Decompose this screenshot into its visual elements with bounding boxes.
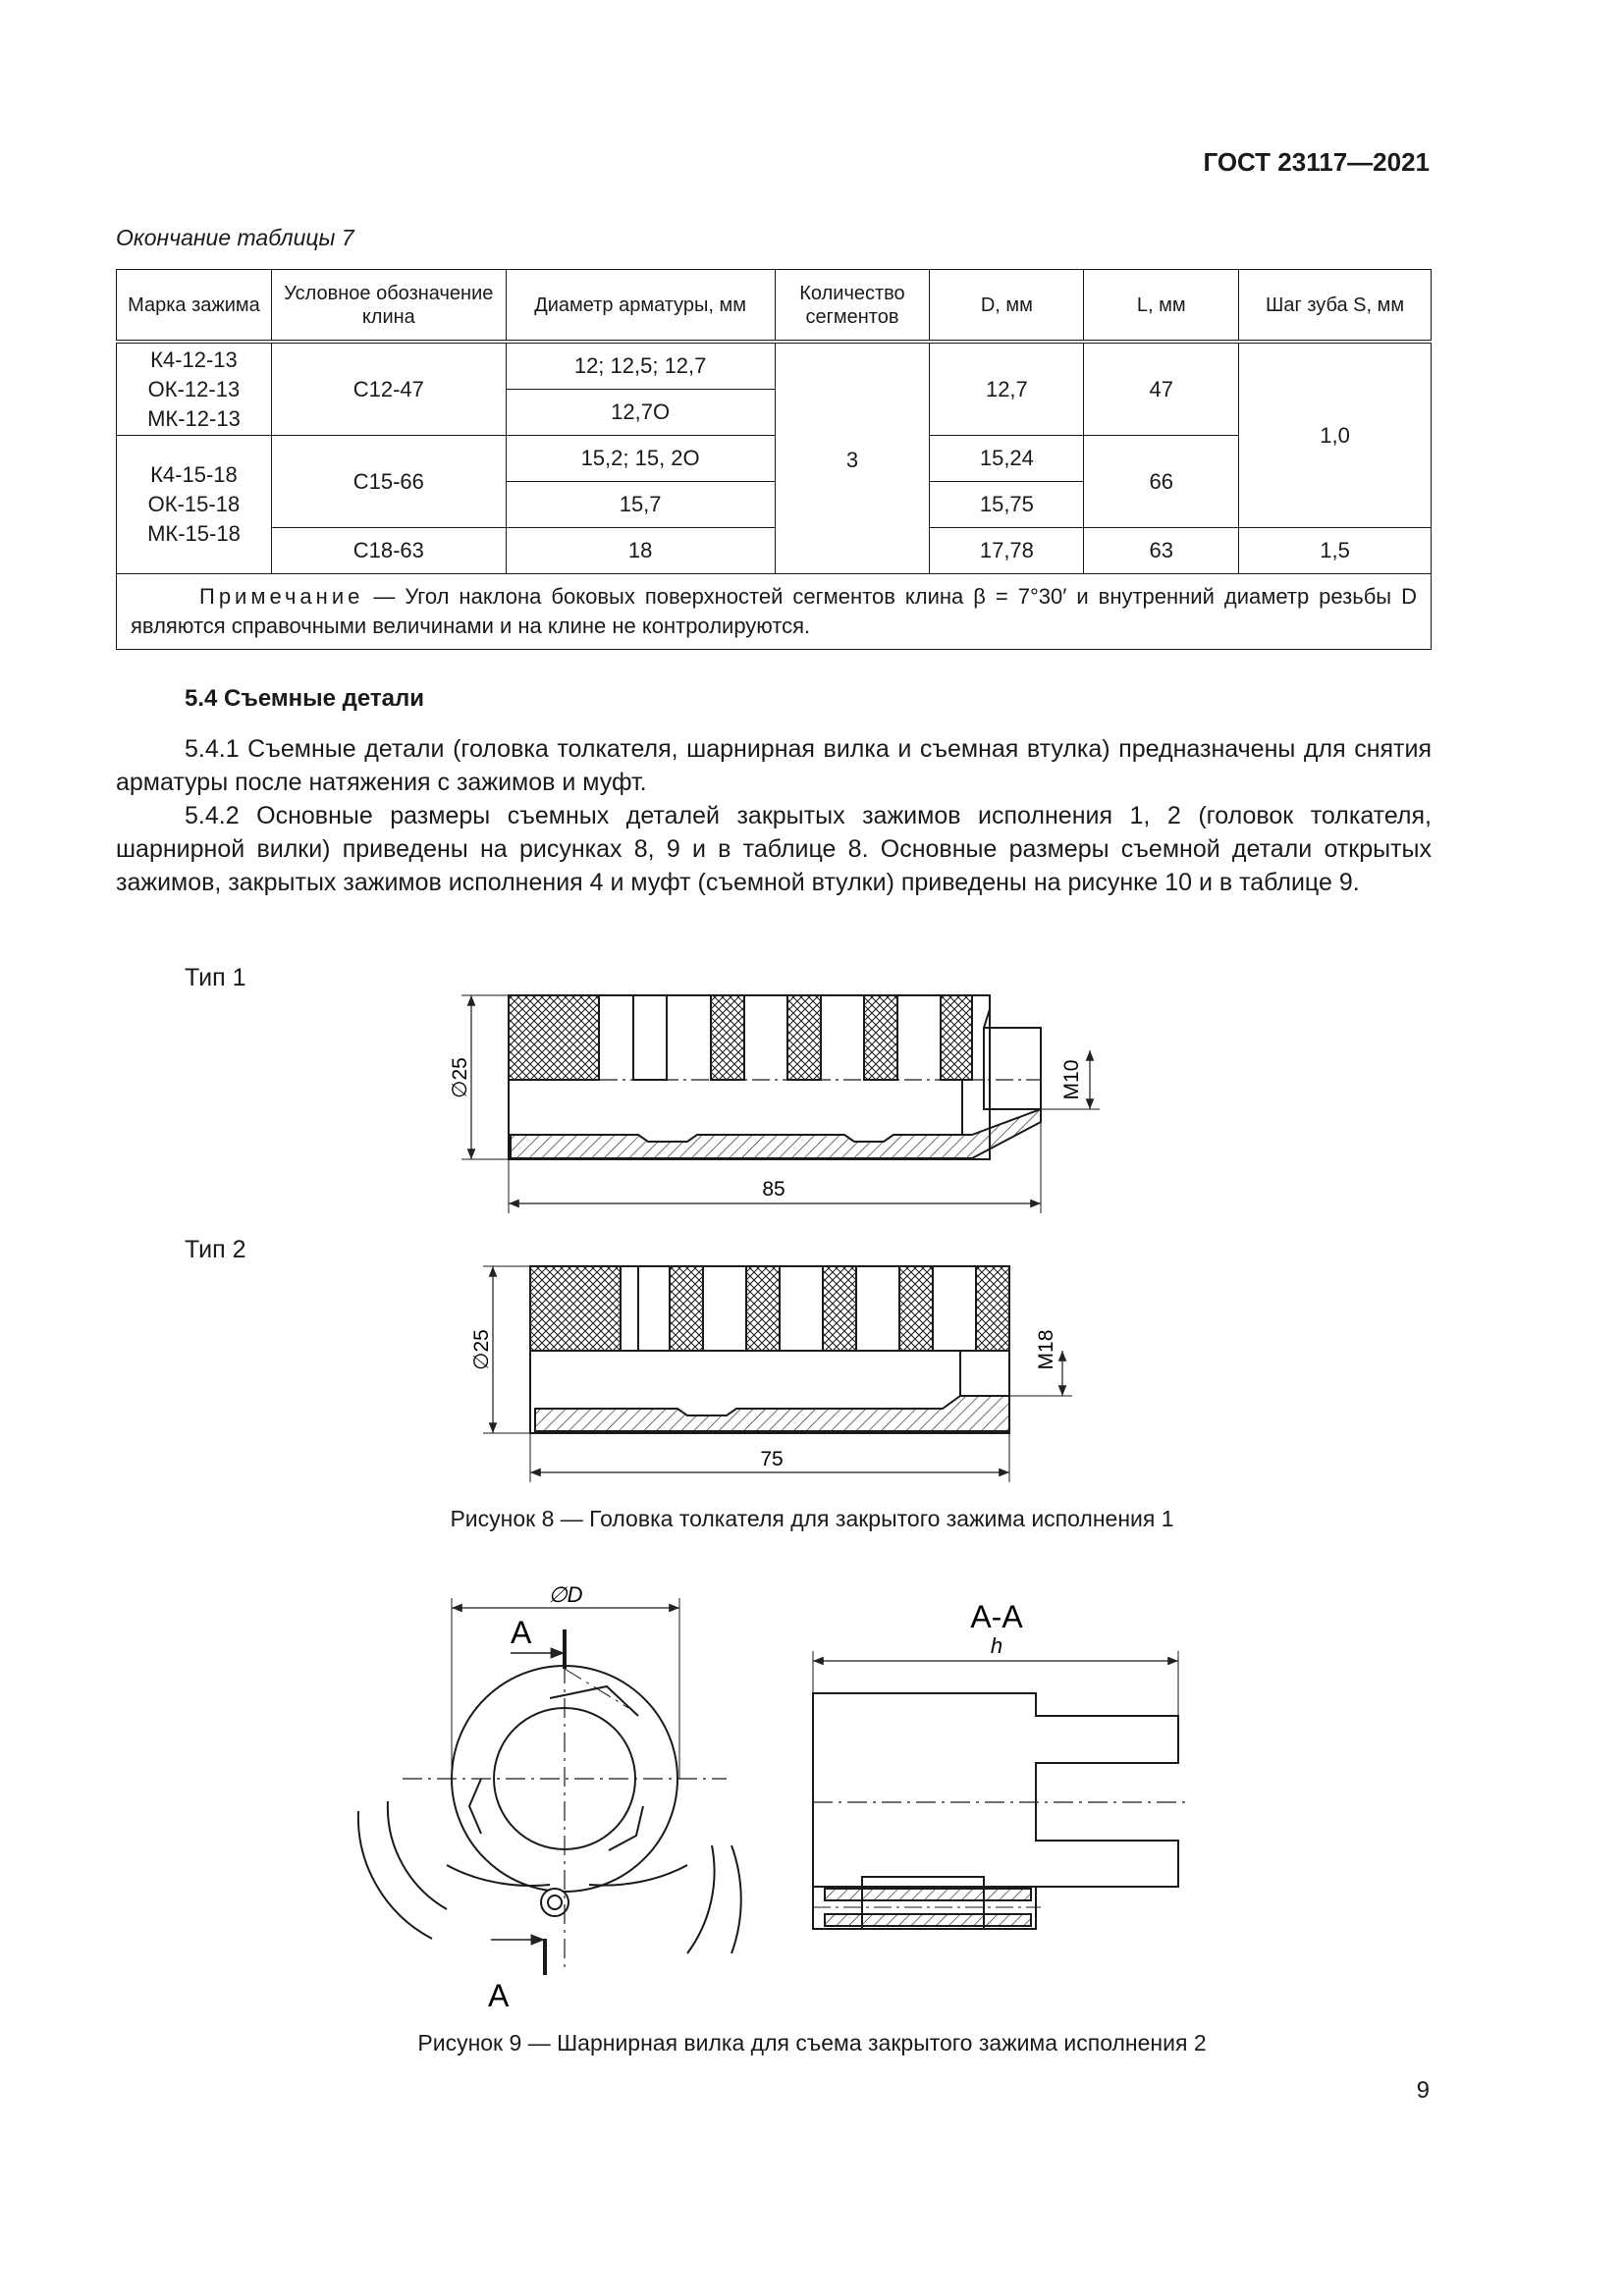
fig9-diameter-label: ∅D — [548, 1582, 583, 1607]
fig9-section-mark-top: А — [511, 1615, 532, 1650]
document-header: ГОСТ 23117—2021 — [1203, 147, 1430, 177]
col-header-pitch: Шаг зуба S, мм — [1239, 270, 1432, 343]
figure-9-section-view — [813, 1651, 1188, 1929]
cell-diameter-1a: 12; 12,5; 12,7 — [506, 342, 775, 390]
fig9-section-mark-bottom: А — [488, 1978, 510, 2013]
cell-pitch-2: 1,5 — [1239, 528, 1432, 574]
cell-D-1: 12,7 — [930, 342, 1084, 436]
type1-diameter-label: ∅25 — [449, 1057, 471, 1098]
type1-length-label: 85 — [762, 1178, 785, 1201]
note-label: Примечание — [199, 584, 364, 609]
paragraph-5-4-2: 5.4.2 Основные размеры съемных деталей закрытых зажимов исполнения 1, 2 (головок толкателя, шарнирной вилки) приведены на рисунках 8, 9 и в таблице 8. Основные размеры съемной детали открытых зажимов, закрытых зажимов исполнения 4 и муфт (съемной втулки) приведены на рисунке 10 и в таблице 9. — [116, 802, 1432, 896]
cell-L-2: 66 — [1084, 436, 1239, 528]
cell-diameter-1b: 12,7О — [506, 390, 775, 436]
page-number: 9 — [1416, 2077, 1430, 2104]
type-1-label: Тип 1 — [185, 964, 246, 991]
col-header-D: D, мм — [930, 270, 1084, 343]
cell-diameter-3: 18 — [506, 528, 775, 574]
type2-diameter-label: ∅25 — [470, 1329, 493, 1370]
type2-length-label: 75 — [760, 1448, 784, 1470]
cell-brands-2: К4-15-18 ОК-15-18 МК-15-18 — [117, 436, 272, 574]
cell-D-2a: 15,24 — [930, 436, 1084, 482]
cell-brands-1: К4-12-13 ОК-12-13 МК-12-13 — [117, 342, 272, 436]
cell-pitch-1: 1,0 — [1239, 342, 1432, 528]
note-text: — Угол наклона боковых поверхностей сегментов клина β = 7°30′ и внутренний диаметр резьбы D являются справочными величинами и на клине не контролируются. — [131, 584, 1417, 638]
section-title: 5.4 Съемные детали — [185, 685, 425, 712]
col-header-segments: Количество сегментов — [775, 270, 930, 343]
figure-9-caption: Рисунок 9 — Шарнирная вилка для съема закрытого зажима исполнения 2 — [417, 2030, 1207, 2056]
type1-thread-label: М10 — [1060, 1059, 1083, 1100]
cell-L-1: 47 — [1084, 342, 1239, 436]
col-header-diameter: Диаметр арматуры, мм — [506, 270, 775, 343]
cell-wedge-2: С15-66 — [271, 436, 506, 528]
section-aa-title: А-А — [970, 1599, 1023, 1634]
cell-D-3: 17,78 — [930, 528, 1084, 574]
cell-wedge-1: С12-47 — [271, 342, 506, 436]
cell-diameter-2b: 15,7 — [506, 482, 775, 528]
cell-D-2b: 15,75 — [930, 482, 1084, 528]
cell-L-3: 63 — [1084, 528, 1239, 574]
cell-wedge-3: С18-63 — [271, 528, 506, 574]
col-header-brand: Марка зажима — [117, 270, 272, 343]
figure-9-front-view — [358, 1598, 741, 1975]
table-caption: Окончание таблицы 7 — [116, 225, 354, 250]
col-header-L: L, мм — [1084, 270, 1239, 343]
fig9-h-label: h — [990, 1633, 1003, 1658]
type-2-label: Тип 2 — [185, 1236, 246, 1263]
type2-thread-label: М18 — [1035, 1329, 1057, 1370]
cell-segments: 3 — [775, 342, 930, 574]
figure-8-caption: Рисунок 8 — Головка толкателя для закрытого зажима исполнения 1 — [450, 1506, 1174, 1531]
col-header-wedge: Условное обозначение клина — [271, 270, 506, 343]
paragraph-5-4-1: 5.4.1 Съемные детали (головка толкателя, шарнирная вилка и съемная втулка) предназначены для снятия арматуры после натяжения с зажимов и муфт. — [116, 735, 1432, 796]
cell-diameter-2a: 15,2; 15, 2О — [506, 436, 775, 482]
